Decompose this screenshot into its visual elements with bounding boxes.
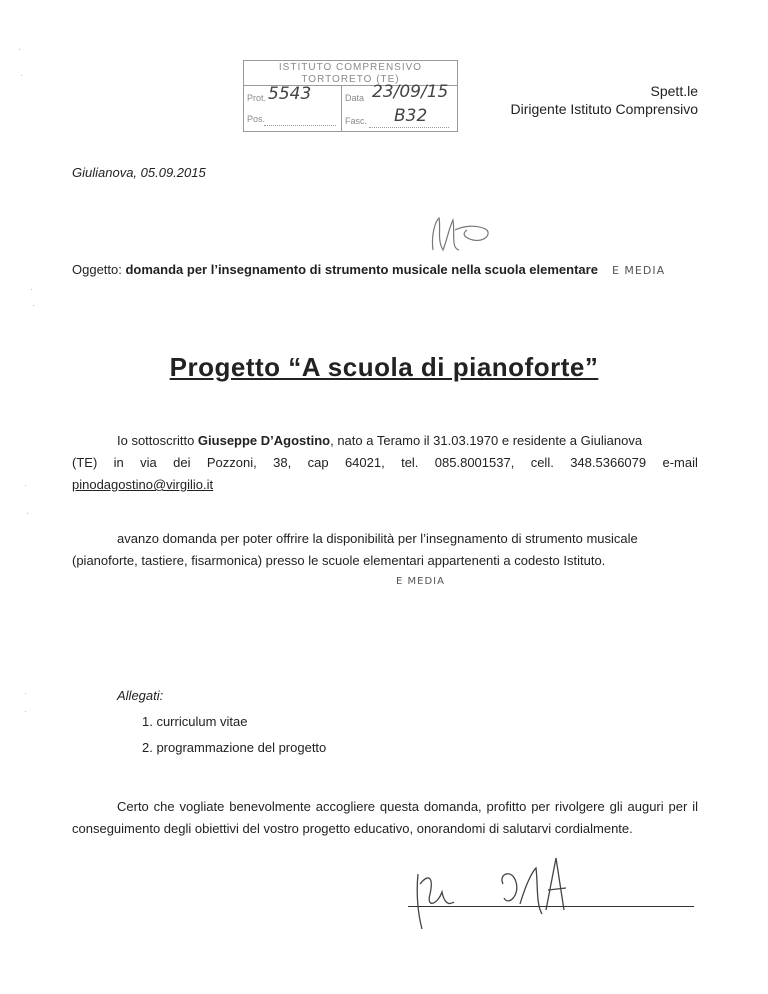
project-title: Progetto “A scuola di pianoforte” xyxy=(169,352,599,382)
scan-mark: · xyxy=(24,688,28,699)
stamp-prot-label: Prot. xyxy=(247,93,267,103)
email-link[interactable]: pinodagostino@virgilio.it xyxy=(72,477,214,492)
protocol-stamp xyxy=(243,60,458,132)
stamp-fasc-value: B32 xyxy=(394,106,428,126)
scan-mark: · xyxy=(20,70,24,81)
stamp-institute: ISTITUTO COMPRENSIVO xyxy=(278,62,423,73)
paragraph2-handwritten-addition: E MEDIA xyxy=(396,576,445,587)
scan-mark: · xyxy=(30,284,34,295)
stamp-grid xyxy=(244,82,457,132)
attachment-item: 1. curriculum vitae xyxy=(142,714,248,729)
scan-mark: · xyxy=(18,44,22,55)
date-place: Giulianova, 05.09.2015 xyxy=(72,165,206,180)
applicant-line-1: Io sottoscritto Giuseppe D’Agostino, nato a Teramo il 31.03.1970 e residente a Giulianova xyxy=(117,433,643,448)
recipient-line-1: Spett.le xyxy=(650,83,698,99)
scan-mark: · xyxy=(24,480,28,491)
handwritten-signature xyxy=(408,854,694,934)
stamp-fasc-label: Fasc. xyxy=(345,116,368,126)
stamp-prot-value: 5543 xyxy=(268,84,312,104)
subject-label: Oggetto: xyxy=(72,262,122,277)
stamp-pos-label: Pos. xyxy=(247,114,266,124)
subject-handwritten-addition: E MEDIA xyxy=(611,264,666,277)
applicant-line-2: (TE) in via dei Pozzoni, 38, cap 64021, tel. 085.8001537, cell. 348.5366079 e-mail xyxy=(72,455,698,470)
stamp-town: TORTORETO (TE) xyxy=(301,74,400,85)
applicant-paragraph xyxy=(72,430,698,496)
signature-line xyxy=(408,906,694,907)
recipient-block xyxy=(510,82,698,118)
scan-mark: · xyxy=(24,706,28,717)
attachments-heading: Allegati: xyxy=(117,688,164,703)
subject-line xyxy=(72,262,665,277)
closing-paragraph: Certo che vogliate benevolmente accogliere questa domanda, profitto per rivolgere gli auguri per il conseguimento degli obiettivi del vostro progetto educativo, onorandomi di salutarvi cordialmente. xyxy=(72,799,698,836)
subject-text: domanda per l’insegnamento di strumento musicale nella scuola elementare xyxy=(121,262,598,277)
request-paragraph: avanzo domanda per poter offrire la disponibilità per l’insegnamento di strumento musicale (pianoforte, tastiere, fisarmonica) presso le scuole elementari appartenenti a codesto Istituto. xyxy=(72,531,638,568)
applicant-name: Giuseppe D’Agostino xyxy=(197,433,331,448)
attachment-item: 2. programmazione del progetto xyxy=(142,740,327,755)
stamp-data-label: Data xyxy=(345,93,365,103)
scan-mark: · xyxy=(26,508,30,519)
stamp-data-value: 23/09/15 xyxy=(372,82,449,102)
handwritten-initials xyxy=(425,210,495,265)
recipient-line-2: Dirigente Istituto Comprensivo xyxy=(510,101,698,117)
scan-mark: · xyxy=(32,300,36,311)
